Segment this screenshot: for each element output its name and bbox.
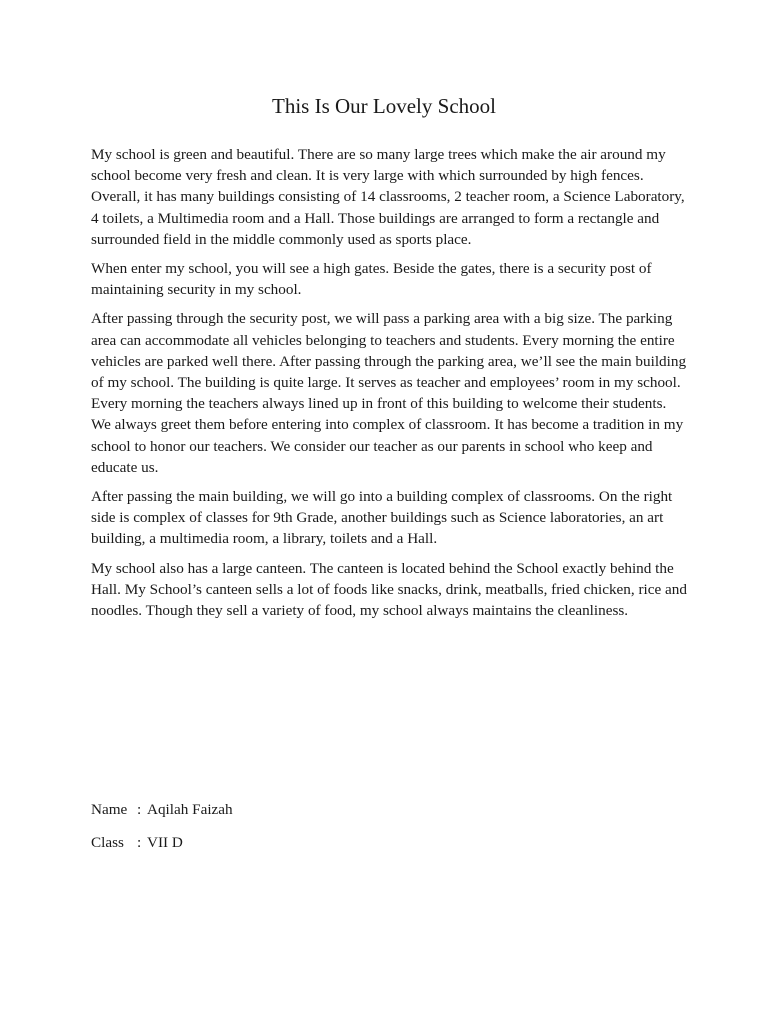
- class-separator: :: [137, 834, 142, 851]
- document-body: [91, 144, 689, 629]
- document-title: This Is Our Lovely School: [272, 94, 496, 118]
- name-row: [91, 799, 233, 820]
- class-label: Class: [91, 834, 124, 851]
- class-row: [91, 832, 233, 853]
- paragraph-4: After passing the main building, we will go into a building complex of classrooms. On the right side is complex of classes for 9th Grade, another buildings such as Science laboratories, an art building, a multimedia room, a library, toilets and a Hall.: [91, 488, 673, 548]
- name-separator: :: [137, 801, 142, 818]
- paragraph-3: After passing through the security post, we will pass a parking area with a big size. The parking area can accommodate all vehicles belonging to teachers and students. Every morning the entire vehicles are parked well there. After passing through the parking area, we’ll see the main building of my school. The building is quite large. It serves as teacher and employees’ room in my school. Every morning the teachers always lined up in front of this building to welcome their students. We always greet them before entering into complex of classroom. It has become a tradition in my school to honor our teachers. We consider our teacher as our parents in school who keep and educate us.: [91, 310, 687, 476]
- name-value: Aqilah Faizah: [147, 801, 233, 818]
- paragraph-5: My school also has a large canteen. The canteen is located behind the School exactly behind the Hall. My School’s canteen sells a lot of foods like snacks, drink, meatballs, fried chicken, rice and noodles. Though they sell a variety of food, my school always maintains the cleanliness.: [91, 559, 687, 620]
- class-value: VII D: [147, 834, 183, 851]
- name-label: Name: [91, 801, 128, 818]
- paragraph-2: When enter my school, you will see a high gates. Beside the gates, there is a security post of maintaining security in my school.: [91, 260, 652, 299]
- signature-block: [91, 799, 233, 865]
- paragraph-1: My school is green and beautiful. There are so many large trees which make the air around my school become very fresh and clean. It is very large with which surrounded by high fences. Overall, it has many buildings consisting of 14 classrooms, 2 teacher room, a Science Laboratory, 4 toilets, a Multimedia room and a Hall. Those buildings are arranged to form a rectangle and surrounded field in the middle commonly used as sports place.: [91, 146, 685, 248]
